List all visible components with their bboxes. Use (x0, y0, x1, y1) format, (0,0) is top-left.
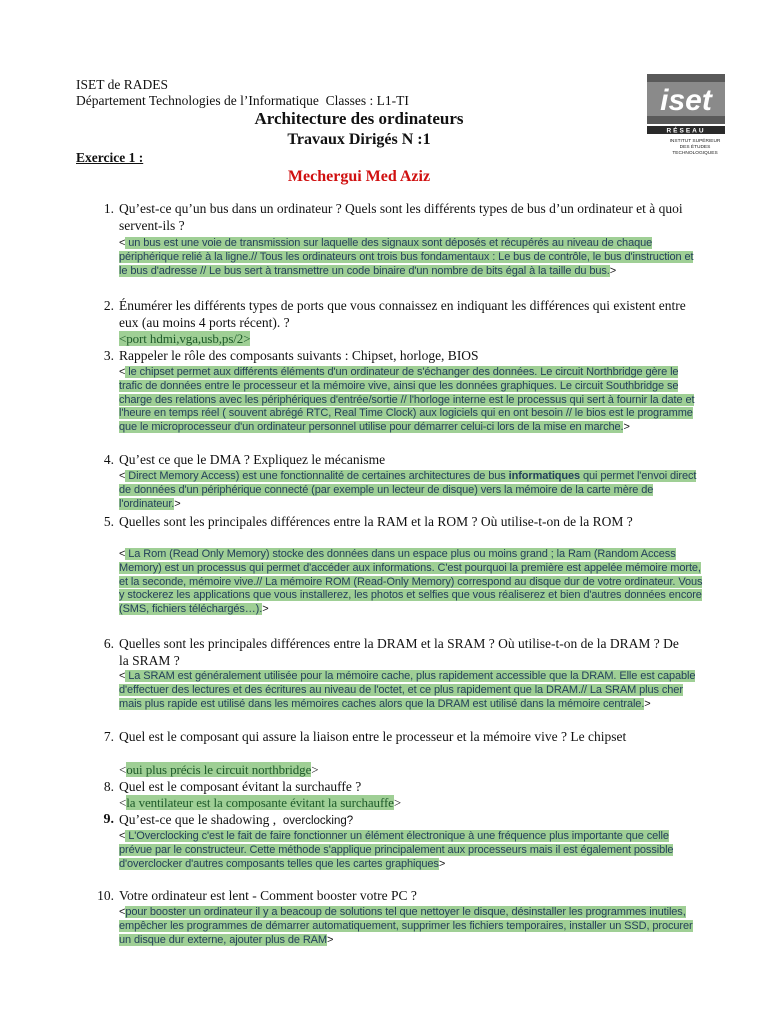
logo-line3: TECHNOLOGIQUES (672, 151, 718, 156)
question-8-number: 8. (103, 779, 114, 794)
question-2-text: Énumérer les différents types de ports que vous connaissez en indiquant les différences qui existent entre eux (au moins 4 ports récent). ? (119, 298, 686, 330)
question-9-text: Qu’est-ce que le shadowing , (119, 812, 277, 827)
answer-9-text: L'Overclocking c'est le fait de faire fonctionner un élément électronique à une fréquence plus importante que celle prévue par le constructeur. Cette méthode s'applique principalement aux processeurs mais il est également possible d'overclocker d'autres composants telles que les cartes graphiques (119, 830, 674, 870)
answer-7-text: oui plus précis le circuit northbridge (126, 762, 312, 777)
question-10-number: 10. (97, 888, 114, 903)
answer-1-text: un bus est une voie de transmission sur laquelle des signaux sont déposés et récupérés au niveau de chaque périphérique relié à la ligne.// Tous les ordinateurs ont trois bus fondamentaux : Le bus de contrôle, le bus d'instruction et le bus d'adresse // Le bus sert à transmettre un code binaire d'un nombre de bits égal à la taille du bus. (119, 237, 694, 277)
document-subtitle: Travaux Dirigés N :1 (287, 131, 431, 148)
answer-7-open: < (119, 762, 127, 777)
answer-3-text: le chipset permet aux différents éléments d'un ordinateur de s'échanger des données. Le circuit Northbridge gère le trafic de données entre le processeur et la mémoire vive, ainsi que les données graphiques. Le circuit Southbridge se charge des relations avec les périphériques d'entrée/sortie // l'horloge interne est le processus qui sert à fournir la date et l'heure en temps réel ( souvent abrégé RTC, Real Time Clock) aux logiciels qui en ont besoin // le bios est le programme que le microprocesseur d'un ordinateur personnel utilise pour démarrer celui-ci lors de la mise en marche. (119, 366, 695, 433)
answer-5-open: < (119, 548, 126, 560)
answer-9-open: < (119, 830, 126, 842)
answer-7 (119, 762, 703, 778)
answer-7-close: > (311, 762, 319, 777)
question-1-text: Qu’est-ce qu’un bus dans un ordinateur ? Quels sont les différents types de bus d’un ordinateur et à quoi servent-ils ? (119, 201, 683, 233)
question-3-text: Rappeler le rôle des composants suivants : Chipset, horloge, BIOS (119, 348, 479, 363)
answer-5-text: La Rom (Read Only Memory) stocke des données dans un espace plus ou moins grand ; la Ram (Random Access Memory) est un processus qui permet d'accéder aux informations. C'est pourquoi la première est appelée mémoire morte, et la seconde, mémoire vive.// La mémoire ROM (Read-Only Memory) correspond au disque dur de votre ordinateur. Vous y stockerez les applications que vous installerez, les photos et selfies que vous réaliserez et bien d'autres données encore (SMS, fichiers téléchargés…). (119, 548, 703, 615)
answer-2-text: <port hdmi,vga,usb,ps/2> (119, 331, 251, 346)
answer-4 (119, 470, 703, 511)
question-10-text: Votre ordinateur est lent - Comment booster votre PC ? (119, 888, 417, 903)
question-7-text: Quel est le composant qui assure la liaison entre le processeur et la mémoire vive ? Le chipset (119, 729, 627, 744)
answer-5 (119, 548, 703, 617)
answer-2 (119, 331, 703, 347)
answer-3-close: > (623, 421, 630, 433)
answer-10-text: pour booster un ordinateur il y a beacoup de solutions tel que nettoyer le disque, désinstaller les programmes inutiles, empêcher les programmes de démarrer automatiquement, supprimer les fichiers temporaires, installer un SSD, procurer un disque dur externe, ajouter plus de RAM (119, 906, 693, 946)
answer-4-text-b: qui permet l'envoi direct de données d'un périphérique connecté (par exemple un lecteur de disque) vers la mémoire de la carte mère de l'ordinateur. (119, 470, 697, 510)
answer-1-open: < (119, 237, 126, 249)
question-6-text: Quelles sont les principales différences entre la DRAM et la SRAM ? Où utilise-t-on de la DRAM ? De la SRAM ? (119, 636, 679, 668)
department-name: Département Technologies de l’Informatique (76, 93, 319, 108)
answer-6 (119, 670, 703, 711)
iset-logo (643, 70, 728, 162)
answer-10-close: > (326, 933, 334, 946)
question-3-number: 3. (103, 348, 114, 363)
answer-4-text-a: Direct Memory Access) est une fonctionnalité de certaines architectures de bus (125, 470, 509, 482)
question-6-number: 6. (103, 636, 114, 651)
answer-9 (119, 830, 703, 871)
document-title: Architecture des ordinateurs (254, 109, 464, 128)
answer-6-close: > (644, 697, 651, 710)
answer-5-close: > (262, 603, 269, 615)
answer-4-text-bold: informatiques (508, 470, 581, 482)
logo-brand: iset (660, 84, 712, 117)
answer-8 (119, 795, 703, 811)
answer-1-close: > (609, 264, 617, 277)
answer-8-text: la ventilateur est la composante évitant la surchauffe (126, 795, 394, 810)
classes-label: Classes : L1-TI (325, 93, 409, 108)
answer-3 (119, 366, 703, 435)
author-name: Mechergui Med Aziz (287, 168, 431, 185)
answer-6-open: < (119, 670, 126, 682)
question-8-text: Quel est le composant évitant la surchauffe ? (119, 779, 362, 794)
answer-6-text: La SRAM est généralement utilisée pour la mémoire cache, plus rapidement accessible que la DRAM. Elle est capable d'effectuer des lectures et des écritures au niveau de l'octet, et ce plus rapidement que la DRAM.// La SRAM plus cher mais plus rapide est utilisé dans les mémoires caches alors que la DRAM est utilisé dans la mémoire centrale. (119, 670, 696, 710)
school-name: ISET de RADES (76, 77, 169, 92)
answer-8-close: > (393, 795, 402, 810)
question-9-number: 9. (103, 812, 114, 827)
question-2-number: 2. (103, 298, 114, 313)
question-9-line (119, 812, 689, 830)
question-5-number: 5. (103, 514, 114, 529)
question-9-sub: overclocking? (282, 815, 354, 827)
answer-4-close: > (174, 497, 181, 510)
answer-1 (119, 237, 703, 278)
question-4-number: 4. (103, 452, 114, 467)
question-5-text: Quelles sont les principales différences entre la RAM et la ROM ? Où utilise-t-on de la ROM ? (119, 514, 633, 529)
logo-line1: INSTITUT SUPÉRIEUR (669, 139, 721, 144)
exercise-heading: Exercice 1 : (76, 150, 144, 165)
logo-network: RÉSEAU (666, 127, 706, 135)
answer-4-open: < (119, 470, 126, 482)
answer-10-open: < (119, 906, 126, 918)
question-7-number: 7. (103, 729, 114, 744)
logo-line2: DES ÉTUDES (679, 145, 711, 150)
answer-9-close: > (438, 857, 446, 870)
answer-3-open: < (119, 366, 126, 378)
question-4-text: Qu’est ce que le DMA ? Expliquez le mécanisme (119, 452, 386, 467)
answer-10 (119, 906, 703, 947)
answer-8-open: < (119, 795, 127, 810)
question-1-number: 1. (103, 201, 114, 216)
department-line (76, 93, 409, 109)
